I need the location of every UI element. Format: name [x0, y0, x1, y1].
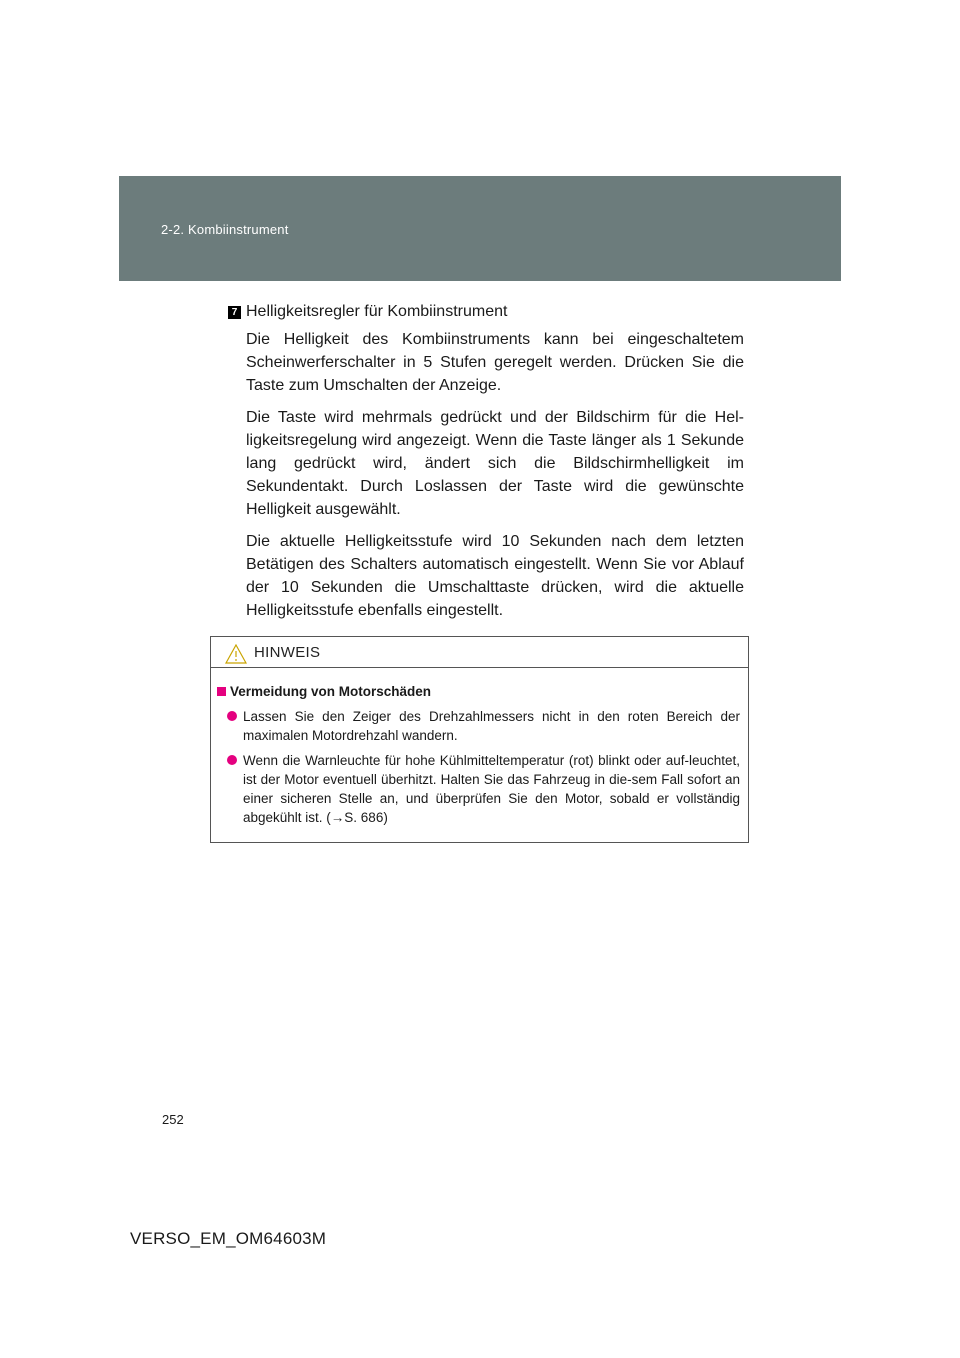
square-bullet-icon [217, 687, 226, 696]
notice-subheading-text: Vermeidung von Motorschäden [230, 684, 432, 699]
warning-triangle-icon [225, 644, 247, 664]
notice-box [210, 636, 749, 843]
item-paragraph: Die Helligkeit des Kombiinstruments kann bei eingeschaltetem Scheinwerferschalter in 5 Stufen geregelt werden. Drücken Sie die Taste zum Umschalten der Anzeige. [246, 331, 744, 394]
notice-body [211, 668, 748, 827]
item-number-badge: 7 [228, 306, 241, 319]
page-number: 252 [162, 1112, 184, 1127]
chapter-header-band [119, 176, 841, 281]
document-code: VERSO_EM_OM64603M [130, 1229, 327, 1248]
item-paragraph: Die aktuelle Helligkeitsstufe wird 10 Sekunden nach dem letzten Betätigen des Schalters automatisch eingestellt. Wenn Sie vor Ablauf der 10 Sekunden die Umschalttaste drücken, wird die aktuelle Helligkeitsstufe ebenfalls eingestellt. [246, 533, 744, 619]
item-paragraph: Die Taste wird mehrmals gedrückt und der Bildschirm für die Hel-ligkeitsregelung wird angezeigt. Wenn die Taste länger als 1 Sekunde lang gedrückt wird, ändert sich die Bildschirmhelligkeit im Sekundentakt. Durch Loslassen der Taste wird die gewünschte Helligkeit ausgewählt. [246, 409, 744, 518]
item-title: Helligkeitsregler für Kombiinstrument [246, 303, 508, 320]
dot-bullet-icon [227, 755, 237, 765]
item-content [228, 300, 744, 622]
notice-title: HINWEIS [254, 644, 321, 661]
notice-bullet [217, 707, 740, 745]
notice-header [211, 637, 748, 668]
notice-bullet-text: Lassen Sie den Zeiger des Drehzahlmessers nicht in den roten Bereich der maximalen Motordrehzahl wandern. [243, 709, 740, 743]
section-label: 2-2. Kombiinstrument [161, 222, 289, 237]
notice-subheading [217, 682, 740, 701]
dot-bullet-icon [227, 711, 237, 721]
item-heading [228, 300, 744, 323]
notice-bullet [217, 751, 740, 827]
notice-bullet-text: Wenn die Warnleuchte für hohe Kühlmitteltemperatur (rot) blinkt oder auf-leuchtet, ist der Motor eventuell überhitzt. Halten Sie das Fahrzeug in die-sem Fall sofort an einer sicheren Stelle an, und überprüfen Sie den Motor, sobald er vollständig abgekühlt ist. (→S. 686) [243, 753, 740, 825]
